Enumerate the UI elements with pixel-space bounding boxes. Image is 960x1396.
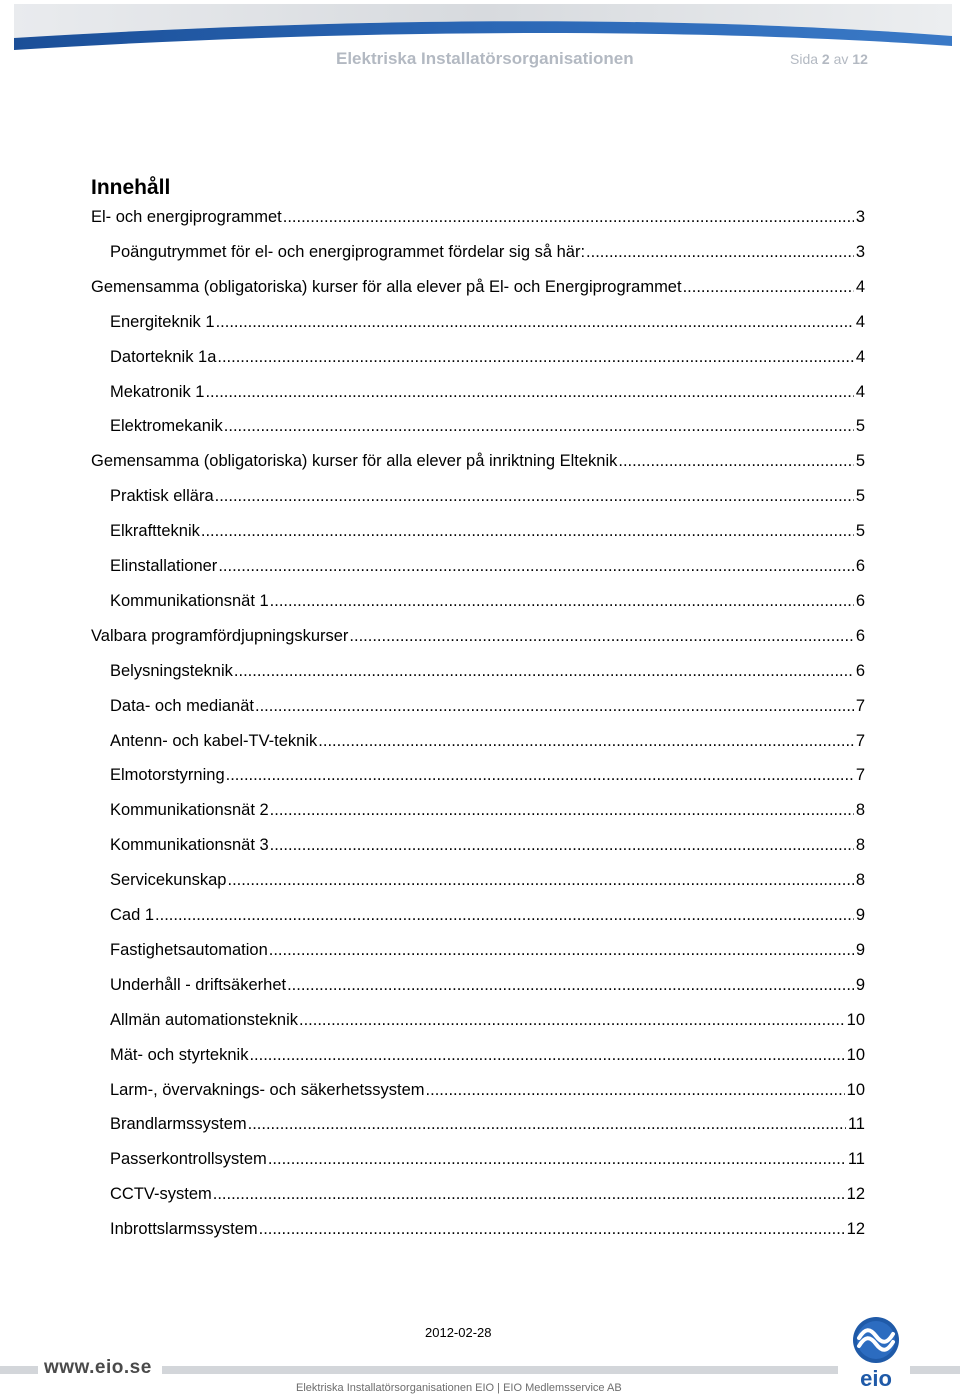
eio-logo-text: eio [860, 1366, 892, 1390]
toc-dot-leader [213, 1185, 845, 1204]
toc-heading: Innehåll [91, 176, 171, 199]
toc-dot-leader [287, 976, 854, 995]
toc-entry[interactable] [110, 976, 865, 998]
toc-entry[interactable] [110, 871, 865, 893]
toc-entry[interactable] [110, 662, 865, 684]
toc-entry-label: Elmotorstyrning [110, 766, 225, 785]
toc-entry[interactable] [91, 452, 865, 474]
page-total: 12 [852, 51, 868, 67]
toc-entry-page: 11 [847, 1115, 865, 1134]
footer-org-line: Elektriska Installatörsorganisationen EIO | EIO Medlemsservice AB [296, 1382, 622, 1394]
toc-entry-label: Poängutrymmet för el- och energiprogrammet fördelar sig så här: [110, 242, 586, 261]
toc-entry-page: 4 [855, 382, 865, 401]
toc-entry-label: Mät- och styrteknik [110, 1045, 249, 1064]
toc-dot-leader [283, 208, 854, 227]
toc-entry[interactable] [110, 1185, 865, 1207]
toc-entry[interactable] [110, 1220, 865, 1242]
toc-entry-page: 7 [855, 766, 865, 785]
toc-entry-page: 8 [855, 801, 865, 820]
toc-entry-page: 8 [855, 871, 865, 890]
toc-dot-leader [224, 417, 854, 436]
toc-entry-label: Elkraftteknik [110, 522, 200, 541]
toc-entry-label: CCTV-system [110, 1185, 212, 1204]
header-org-title: Elektriska Installatörsorganisationen [336, 49, 634, 68]
toc-dot-leader [683, 278, 854, 297]
toc-dot-leader [270, 836, 854, 855]
page-current: 2 [821, 51, 830, 67]
toc-entry-label: Kommunikationsnät 2 [110, 801, 269, 820]
toc-entry-page: 8 [855, 836, 865, 855]
toc-entry[interactable] [110, 1081, 865, 1103]
toc-entry-page: 12 [846, 1220, 865, 1239]
toc-entry[interactable] [110, 1115, 865, 1137]
toc-entry[interactable] [110, 348, 865, 370]
toc-entry[interactable] [110, 487, 865, 509]
toc-entry-label: Energiteknik 1 [110, 312, 215, 331]
toc-entry-page: 6 [855, 591, 865, 610]
toc-entry[interactable] [110, 522, 865, 544]
toc-entry-page: 6 [855, 661, 865, 680]
footer-website-link[interactable]: www.eio.se [44, 1357, 152, 1378]
toc-entry-page: 5 [855, 417, 865, 436]
toc-entry-page: 9 [855, 906, 865, 924]
toc-entry[interactable] [110, 1046, 865, 1068]
toc-entry-label: Larm-, övervaknings- och säkerhetssystem [110, 1080, 425, 1099]
toc-dot-leader [255, 697, 854, 716]
toc-entry[interactable] [110, 417, 865, 439]
toc-entry-page: 10 [846, 1045, 865, 1064]
toc-entry-label: Gemensamma (obligatoriska) kurser för alla elever på El- och Energiprogrammet [91, 277, 682, 296]
toc-entry-page: 10 [846, 1010, 865, 1029]
toc-entry[interactable] [110, 697, 865, 719]
toc-entry-label: Kommunikationsnät 3 [110, 836, 269, 855]
toc-dot-leader [299, 1011, 845, 1030]
toc-entry-label: Datorteknik 1a [110, 347, 217, 366]
toc-dot-leader [201, 522, 854, 541]
page-prefix: Sida [790, 51, 819, 67]
toc-dot-leader [226, 766, 854, 785]
toc-entry-label: Belysningsteknik [110, 661, 233, 680]
toc-entry-label: Valbara programfördjupningskurser [91, 626, 349, 645]
toc-entry-page: 11 [847, 1150, 865, 1169]
toc-entry-page: 9 [855, 975, 865, 994]
toc-entry[interactable] [110, 592, 865, 614]
toc-dot-leader [249, 1046, 844, 1065]
toc-entry-page: 3 [855, 208, 865, 226]
toc-dot-leader [216, 313, 854, 332]
toc-dot-leader [215, 487, 854, 506]
toc-dot-leader [217, 348, 853, 367]
toc-entry-page: 3 [855, 242, 865, 261]
toc-entry[interactable] [110, 766, 865, 788]
toc-entry[interactable] [110, 906, 865, 928]
toc-entry-label: Servicekunskap [110, 871, 227, 890]
eio-logo [848, 1316, 904, 1390]
toc-entry-label: Fastighetsautomation [110, 940, 268, 959]
toc-entry-page: 4 [855, 277, 865, 296]
page-of: av [833, 51, 849, 67]
toc-dot-leader [227, 871, 853, 890]
toc-entry-page: 4 [855, 312, 865, 331]
toc-dot-leader [234, 662, 854, 681]
footer-date: 2012-02-28 [425, 1325, 492, 1340]
toc-entry-label: Passerkontrollsystem [110, 1150, 267, 1169]
toc-dot-leader [205, 383, 853, 402]
toc-entry-page: 7 [855, 731, 865, 750]
toc-dot-leader [270, 801, 854, 820]
toc-entry-page: 5 [855, 522, 865, 541]
toc-entry-label: Praktisk ellära [110, 487, 214, 506]
toc-entry-label: Brandlarmssystem [110, 1115, 247, 1134]
toc-entry-label: El- och energiprogrammet [91, 208, 282, 226]
toc-entry-page: 6 [855, 626, 865, 645]
toc-entry[interactable] [91, 627, 865, 649]
toc-dot-leader [155, 906, 854, 925]
toc-entry-page: 5 [855, 487, 865, 506]
toc-entry-label: Underhåll - driftsäkerhet [110, 975, 287, 994]
toc-entry[interactable] [110, 1011, 865, 1033]
toc-entry-page: 5 [855, 452, 865, 471]
toc-entry-label: Allmän automationsteknik [110, 1010, 299, 1029]
toc-entry-page: 7 [855, 696, 865, 715]
toc-entry[interactable] [110, 313, 865, 335]
toc-entry[interactable] [110, 801, 865, 823]
toc-entry-label: Elinstallationer [110, 557, 218, 575]
toc-entry-label: Cad 1 [110, 906, 155, 924]
toc-entry[interactable] [110, 941, 865, 963]
toc-entry-label: Inbrottslarmssystem [110, 1220, 258, 1239]
toc-dot-leader [248, 1115, 846, 1134]
toc-entry-label: Kommunikationsnät 1 [110, 591, 269, 610]
toc-entry-page: 9 [855, 940, 865, 959]
toc-dot-leader [618, 452, 853, 471]
toc-dot-leader [270, 592, 854, 611]
toc-entry-page: 6 [855, 557, 865, 575]
toc-entry-label: Antenn- och kabel-TV-teknik [110, 731, 318, 750]
toc-entry-label: Mekatronik 1 [110, 382, 205, 401]
toc-dot-leader [586, 243, 854, 262]
toc-entry[interactable] [110, 732, 865, 754]
toc-entry-page: 12 [846, 1185, 865, 1204]
toc-entry[interactable] [110, 557, 865, 579]
toc-dot-leader [426, 1081, 845, 1100]
toc-entry-page: 4 [855, 347, 865, 366]
toc-dot-leader [269, 941, 854, 960]
toc-entry-label: Gemensamma (obligatoriska) kurser för alla elever på inriktning Elteknik [91, 452, 618, 471]
toc-entry[interactable] [110, 836, 865, 858]
toc-dot-leader [259, 1220, 845, 1239]
toc-dot-leader [318, 732, 854, 751]
toc-entry[interactable] [110, 1150, 865, 1172]
header-page-indicator [790, 51, 868, 67]
toc-entry[interactable] [110, 243, 865, 265]
toc-entry[interactable] [91, 208, 865, 230]
toc-entry-label: Elektromekanik [110, 417, 223, 436]
toc-entry[interactable] [91, 278, 865, 300]
toc-dot-leader [268, 1150, 846, 1169]
toc-entry-label: Data- och medianät [110, 696, 254, 715]
toc-dot-leader [349, 627, 853, 646]
toc-dot-leader [218, 557, 854, 576]
toc-entry[interactable] [110, 383, 865, 405]
toc-entry-page: 10 [846, 1080, 865, 1099]
